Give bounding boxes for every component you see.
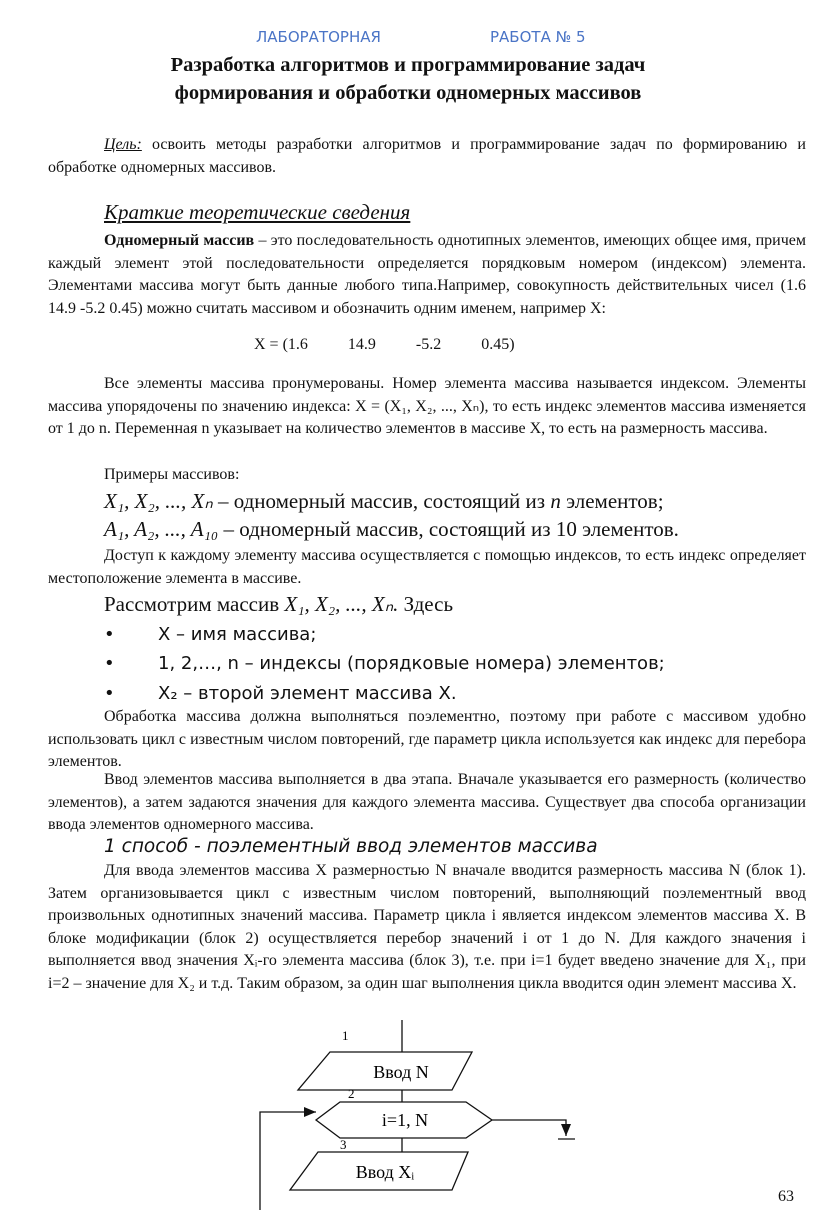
indexing-paragraph: Все элементы массива пронумерованы. Номер элемента массива называется индексом. Элементы массива упорядочены по значению индекса: X = (X₁, X₂, ..., Xₙ), то есть индекс элементов массива изменяется от 1 до n. Переменная n указывает на количество элементов в массиве X, то есть на размерность массива. (48, 375, 806, 438)
block1-label: Ввод N (373, 1062, 429, 1082)
goal-text: освоить методы разработки алгоритмов и программирование задач по формированию и обработке одномерных массивов. (48, 136, 806, 176)
example-a-text: – одномерный массив, состоящий из 10 элементов. (218, 517, 679, 541)
theory-heading: Краткие теоретические сведения (104, 200, 411, 224)
block2-label: i=1, N (381, 1110, 429, 1130)
consider-var: X₁, X₂, ..., Xₙ. (284, 592, 399, 616)
block2-number: 2 (348, 1086, 355, 1101)
bullet-item-1: • X – имя массива; (104, 624, 317, 645)
goal-paragraph (48, 134, 806, 179)
method1-paragraph: Для ввода элементов массива X размерностью N вначале вводится размерность массива N (блок 1). Затем организовывается цикл с известным числом повторений, выполняющий поэлементный ввод произвольных однотипных значений массива. Параметр цикла i является индексом элементов массива X. В блоке модификации (блок 2) осуществляется перебор значений i от 1 до N. Для каждого значения i выполняется ввод значения Xᵢ-го элемента массива (блок 3), т.е. при i=1 будет введено значение для X₁, при i=2 – значение для X₂ и т.д. Таким образом, за один шаг выполнения цикла вводится один элемент массива X. (48, 862, 806, 992)
definition-term: Одномерный массив (104, 232, 255, 249)
definition-paragraph (48, 230, 806, 320)
header-lab-label: ЛАБОРАТОРНАЯ (256, 28, 381, 46)
example-x-var: X₁, X₂, ..., Xₙ (104, 489, 213, 513)
page-number: 63 (778, 1188, 794, 1205)
input-paragraph: Ввод элементов массива выполняется в два этапа. Вначале указывается его размерность (количество элементов), а затем задаются значения для каждого элемента массива. Существует два способа организации ввода элементов одномерного массива. (48, 771, 806, 834)
example-x (104, 489, 664, 514)
loop-exit-line (492, 1120, 566, 1136)
examples-label: Примеры массивов: (104, 466, 240, 483)
goal-label: Цель: (104, 136, 142, 153)
block3-number: 3 (340, 1137, 347, 1152)
loop-arrow-icon (304, 1107, 316, 1117)
example-x-end: элементов; (560, 489, 664, 513)
bullet-item-2: • 1, 2,…, n – индексы (порядковые номера) элементов; (104, 653, 665, 674)
array-formula: X = (1.6 14.9 -5.2 0.45) (254, 336, 515, 353)
processing-paragraph: Обработка массива должна выполняться поэлементно, поэтому при работе с массивом удобно использовать цикл с известным числом повторений, где параметр цикла используется как индекс для перебора элементов. (48, 708, 806, 771)
loop-return-line (260, 1112, 316, 1210)
example-a (104, 517, 679, 542)
flowchart (0, 1018, 816, 1210)
example-a-var: A₁, A₂, ..., A₁₀ (104, 517, 219, 541)
access-paragraph: Доступ к каждому элементу массива осуществляется с помощью индексов, то есть индекс определяет местоположение элемента в массиве. (48, 547, 806, 587)
consider-b: Здесь (398, 592, 454, 616)
block3-label: Ввод Xᵢ (355, 1162, 415, 1182)
consider-a: Рассмотрим массив (104, 592, 285, 616)
page-title-line1: Разработка алгоритмов и программирование задач (170, 54, 646, 76)
example-x-text: – одномерный массив, состоящий из (212, 489, 551, 513)
method1-heading: 1 способ - поэлементный ввод элементов массива (104, 836, 598, 857)
example-x-n: n (550, 489, 561, 513)
block1-number: 1 (342, 1028, 349, 1043)
page-title-line2: формирования и обработки одномерных массивов (174, 82, 642, 104)
bullet-item-3: • X₂ – второй элемент массива X. (104, 683, 457, 704)
header-work-number: РАБОТА № 5 (490, 28, 586, 46)
definition-text: – это последовательность однотипных элементов, имеющих общее имя, причем каждый элемент этой последовательности определяется порядковым номером (индексом) элемента. Элементами массива могут быть данные любого типа.Например, совокупность действительных чисел (1.6 14.9 -5.2 0.45) можно считать массивом и обозначить одним именем, например X: (48, 232, 807, 317)
consider-line (104, 592, 453, 617)
exit-arrow-icon (561, 1124, 571, 1136)
